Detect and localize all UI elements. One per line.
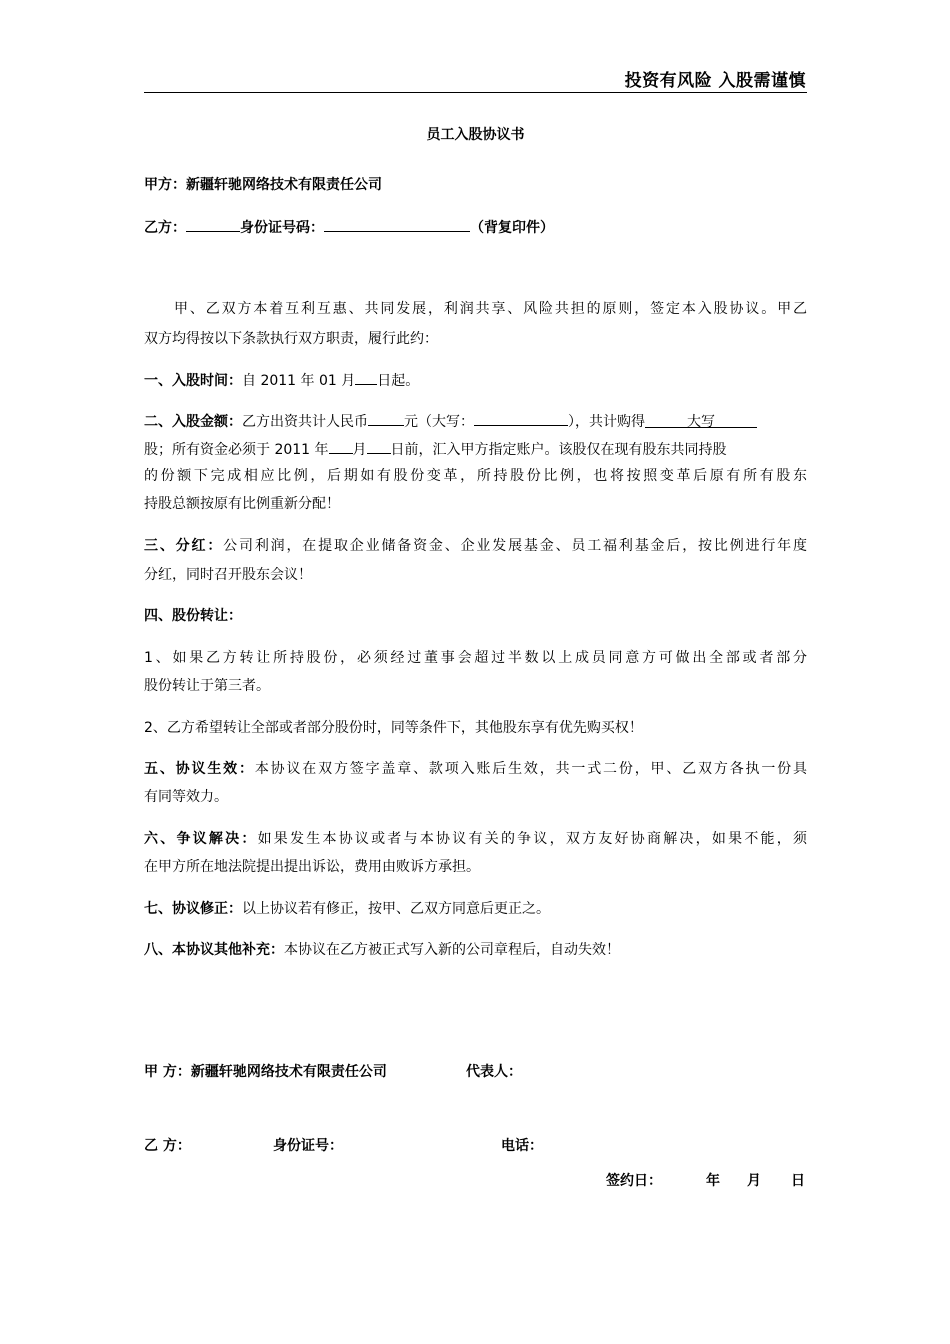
page-title: 员工入股协议书 xyxy=(426,127,525,143)
deadline-month-blank[interactable] xyxy=(329,438,353,454)
section-5-heading: 五、协议生效： xyxy=(144,761,255,777)
section-3-line-1 xyxy=(144,536,807,556)
party-b-label: 乙方： xyxy=(144,220,186,236)
section-1-heading: 一、入股时间： xyxy=(144,373,242,389)
amount-words-blank[interactable] xyxy=(474,410,568,426)
amount-blank[interactable] xyxy=(368,410,404,426)
section-2-l2-b: 月 xyxy=(352,442,367,458)
party-a-label: 甲方： xyxy=(144,177,186,193)
section-2-l2-c: 日前，汇入甲方指定账户。该股仅在现有股东共同持股 xyxy=(390,442,727,458)
signature-day: 日 xyxy=(791,1173,805,1189)
section-2-l1-b: 元（大写： xyxy=(404,414,474,430)
header-slogan: 投资有风险 入股需谨慎 xyxy=(624,71,806,91)
section-2-l1-c: ），共计购得 xyxy=(568,414,645,430)
section-4-p1-line-1: 1、如果乙方转让所持股份，必须经过董事会超过半数以上成员同意方可做出全部或者部分 xyxy=(144,650,807,666)
section-6-line-1 xyxy=(144,829,807,849)
section-3-l1: 公司利润，在提取企业储备资金、企业发展基金、员工福利基金后，按比例进行年度 xyxy=(223,538,808,554)
header-divider xyxy=(144,92,807,93)
section-1 xyxy=(144,369,807,391)
section-5-l1: 本协议在双方签字盖章、款项入账后生效，共一式二份，甲、乙双方各执一份具 xyxy=(254,761,808,777)
party-b-id-blank[interactable] xyxy=(324,216,470,232)
section-2-line-3: 的份额下完成相应比例，后期如有股份变革，所持股份比例，也将按照变革后原有所有股东 xyxy=(144,468,807,484)
section-2-l1-a: 乙方出资共计人民币 xyxy=(242,414,368,430)
section-1-day-blank[interactable] xyxy=(355,369,377,385)
section-4-p2: 2、乙方希望转让全部或者部分股份时，同等条件下，其他股东享有优先购买权！ xyxy=(144,720,643,736)
section-7-heading: 七、协议修正： xyxy=(144,901,242,917)
section-3-line-2: 分红，同时召开股东会议！ xyxy=(144,567,312,583)
section-4-p1-line-2: 股份转让于第三者。 xyxy=(144,678,270,694)
section-5-line-1 xyxy=(144,759,807,779)
section-2-line-2 xyxy=(144,438,807,460)
section-8-heading: 八、本协议其他补充： xyxy=(144,942,284,958)
section-2-line-4: 持股总额按原有比例重新分配！ xyxy=(144,496,340,512)
section-3-heading: 三、分红： xyxy=(144,538,224,554)
signature-year: 年 xyxy=(706,1173,720,1189)
section-1-text-b: 日起。 xyxy=(377,373,420,389)
party-a-line xyxy=(144,175,807,195)
section-1-text-a: 自 2011 年 01 月 xyxy=(242,373,356,389)
party-b-name-blank[interactable] xyxy=(186,216,240,232)
signature-party-a: 甲 方：新疆轩驰网络技术有限责任公司 xyxy=(144,1064,387,1080)
deadline-day-blank[interactable] xyxy=(367,438,391,454)
signature-id-number: 身份证号： xyxy=(273,1138,343,1154)
section-7-text: 以上协议若有修正，按甲、乙双方同意后更正之。 xyxy=(242,901,550,917)
signature-month: 月 xyxy=(747,1173,761,1189)
shares-blank[interactable] xyxy=(645,412,757,428)
section-8 xyxy=(144,940,807,960)
signature-party-b: 乙 方： xyxy=(144,1138,191,1154)
section-7 xyxy=(144,899,807,919)
section-2-heading: 二、入股金额： xyxy=(144,414,242,430)
section-6-line-2: 在甲方所在地法院提出提出诉讼，费用由败诉方承担。 xyxy=(144,859,480,875)
party-b-id-note: （背复印件） xyxy=(470,220,554,236)
intro-line-1: 甲、乙双方本着互利互惠、共同发展，利润共享、风险共担的原则，签定本入股协议。甲乙 xyxy=(174,301,807,317)
section-8-text: 本协议在乙方被正式写入新的公司章程后，自动失效！ xyxy=(284,942,620,958)
signature-representative: 代表人： xyxy=(466,1064,522,1080)
section-2-line-1 xyxy=(144,410,807,432)
section-2-l2-a: 股；所有资金必须于 2011 年 xyxy=(144,442,329,458)
party-a-name: 新疆轩驰网络技术有限责任公司 xyxy=(186,177,382,193)
section-5-line-2: 有同等效力。 xyxy=(144,789,228,805)
party-b-line xyxy=(144,216,807,238)
section-4-heading: 四、股份转让： xyxy=(144,608,242,624)
section-6-l1: 如果发生本协议或者与本协议有关的争议，双方友好协商解决，如果不能，须 xyxy=(257,831,808,847)
signature-phone: 电话： xyxy=(501,1138,543,1154)
party-b-id-label: 身份证号码： xyxy=(240,220,324,236)
intro-line-2: 双方均得按以下条款执行双方职责，履行此约： xyxy=(144,331,438,347)
shares-blank-text: 大写 xyxy=(687,414,715,430)
section-6-heading: 六、争议解决： xyxy=(144,831,258,847)
signature-sign-date: 签约日： xyxy=(606,1173,662,1189)
